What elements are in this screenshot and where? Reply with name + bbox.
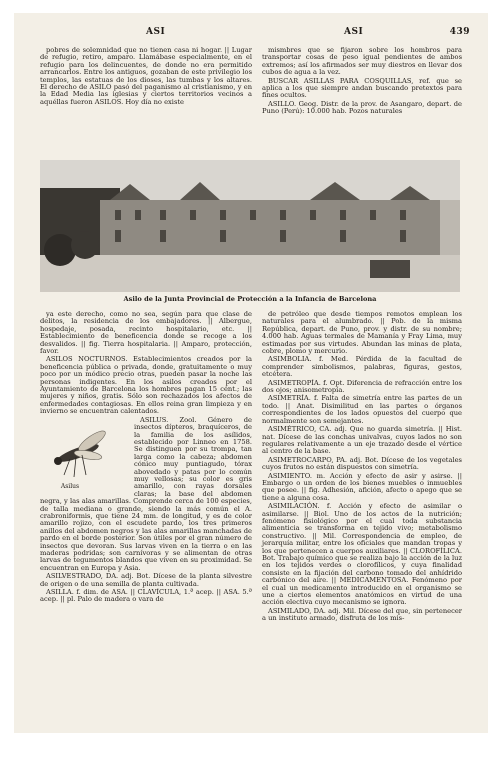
header-left: ASI [146, 27, 166, 37]
column-2-bottom [262, 311, 462, 624]
paragraph: ASILLO. Geog. Distr. de la prov. de Asangaro, depart. de Puno (Perú): 10.000 hab. Pozos naturales [262, 99, 462, 116]
paragraph: ASIMETRÍA. f. Falta de simetría entre las partes de un todo. || Anat. Disimilitud en las partes o órganos correspondientes de los lados opuestos del cuerpo que normalmente son semejantes. [262, 394, 462, 425]
paragraph: ASILOS NOCTURNOS. Establecimientos creados por la beneficencia pública o privada, donde, gratuitamente o muy poco por un módico precio otras, pueden pasar la noche las personas indigentes. En los asilos creados por el Ayuntamiento de Barcelona los hombres pagan 15 cént.; las mujeres y niños, gratis. Sólo son rechazados los afectos de enfermedades contagiosas. En ellos reina gran limpieza y en invierno se encuentran calentados. [40, 355, 252, 416]
paragraph: ASIMIENTO. m. Acción y efecto de asir y asirse. || Embargo o un orden de los bienes muebles o inmuebles que posee. || fig. Adhesión, afición, afecto o apego que se tiene a alguna cosa. [262, 471, 462, 502]
column-2-top [262, 47, 462, 117]
paragraph: ASIMILADO, DA. adj. Mil. Dícese del que, sin pertenecer a un instituto armado, disfruta de los mis- [262, 606, 462, 623]
paragraph: ya este derecho, como no sea, según para que clase de delitos, la residencia de los embajadores. || Albergue, hospedaje, posada, recinto hospitalario, etc. || Establecimiento de beneficencia donde se recoge a los desvalidos. || fig. Tierra hospitalaria. || Amparo, protección, favor. [40, 310, 252, 356]
insect-figure [40, 419, 130, 493]
paragraph: BUSCAR ASILLAS PARA COSQUILLAS, ref. que se aplica a los que siempre andan buscando pretextos para fines ocultos. [262, 76, 462, 100]
photo-caption: Asilo de la Junta Provincial de Protección a la Infancia de Barcelona [123, 295, 377, 303]
insect-caption: Asilus [60, 482, 80, 490]
paragraph: pobres de solemnidad que no tienen casa ni hogar. || Lugar de refugio, retiro, amparo. Llamábase especialmente, en el refugio para los delincuentes, de donde no era permitido arrancarlos. Entre los antiguos, gozaban de este privilegio los templos, las estatuas de los dioses, las tumbas y los altares. El derecho de ASILO pasó del paganismo al cristianismo, y en la Edad Media las iglesias y ciertos territorios vecinos a aquéllas fueron ASILOS. Hoy día no existe [40, 46, 252, 106]
paragraph: ASILUS. Zool. Género de insectos dípteros, braquíceros, de la familia de los asílidos, establecido por Linneo en 1758. Se distinguen por su trompa, tan larga como la cabeza; abdomen cónico muy puntiagudo, tórax abovedado y patas por lo común muy vellosas; su color es gris amarillo, con rayas dorsales claras; la base del abdomen negra, y las alas amarillas. Comprende cerca de 100 especies, de talla mediana o grande, siendo la más común el A. crabroniformis, que tiene 24 mm. de longitud, y es de color amarillo rojizo, con el escudete pardo, los tres primeros anillos del abdomen negros y las alas amarillas manchadas de pardo en el borde posterior. Son útiles por el gran número de insectos que devoran. Sus larvas viven en la tierra o en las maderas podridas; son carnívoras y se alimentan de otras larvas de tegumentos blandos que viven en su proximidad. Se encuentran en Europa y Asia. [40, 415, 252, 572]
paragraph: ASILVESTRADO, DA. adj. Bot. Dícese de la planta silvestre de origen o de una semilla de planta cultivada. [40, 572, 252, 588]
header-mid: ASI [344, 27, 364, 37]
paragraph: ASIMETROPÍA. f. Opt. Diferencia de refracción entre los dos ojos; anisometropía. [262, 378, 462, 395]
paragraph: de petróleo que desde tiempos remotos emplean los naturales para el alumbrado. || Pob. de la misma República, depart. de Puno, prov. y distr. de su nombre; 4.000 hab. Aguas termales de Mamanía y Fray Lima, muy estimadas por sus virtudes. Abundan las minas de plata, cobre, plomo y mercurio. [262, 310, 462, 356]
column-1-bottom [40, 311, 252, 605]
paragraph: ASILLA. f. dim. de ASA. || CLAVÍCULA, 1.ª acep. || ASA. 5.ª acep. || pl. Palo de madera o vara de [40, 588, 252, 604]
column-1-top [40, 47, 252, 107]
running-header [14, 27, 488, 41]
building-photo [40, 160, 460, 292]
fly-icon [40, 419, 130, 483]
page-number: 439 [449, 27, 470, 37]
building-illustration [40, 160, 460, 292]
paragraph: ASIMÉTRICO, CA. adj. Que no guarda simetría. || Hist. nat. Dícese de las conchas univalvas, cuyos lados no son regulares relativamente a un eje trazado desde el vértice al centro de la base. [262, 425, 462, 456]
paragraph: ASIMETROCARPO, PA. adj. Bot. Dícese de los vegetales cuyos frutos no están dispuestos con simetría. [262, 455, 462, 472]
paragraph: ASIMILACIÓN. f. Acción y efecto de asimilar o asimilarse. || Biol. Uno de los actos de la nutrición; fenómeno fisiológico por el cual toda substancia alimenticia se transforma en tejido vivo; metabolismo constructivo. || Mil. Correspondencia de empleo, de jerarquía militar, entre los oficiales que mandan tropas y los que pertenecen a cuerpos auxiliares. || CLOROFÍLICA. Bot. Trabajo químico que se realiza bajo la acción de la luz en los tejidos verdes o clorofílicos, y cuya finalidad consiste en la fijación del carbono tomado del anhídrido carbónico del aire. || MEDICAMENTOSA. Fenómeno por el cual un medicamento introducido en el organismo se une a ciertos elementos anatómicos en virtud de una acción electiva cuyo mecanismo se ignora. [262, 502, 462, 607]
paragraph: mismbres que se fijaron sobre los hombros para transportar cosas de peso igual pendientes de ambos extremos; así los afirmados ser muy diestros en llevar dos cubos de agua a la vez. [262, 46, 462, 77]
paragraph: ASIMBOLIA. f. Med. Pérdida de la facultad de comprender simbolismos, palabras, figuras, gestos, etcétera. [262, 355, 462, 379]
page [14, 13, 488, 733]
